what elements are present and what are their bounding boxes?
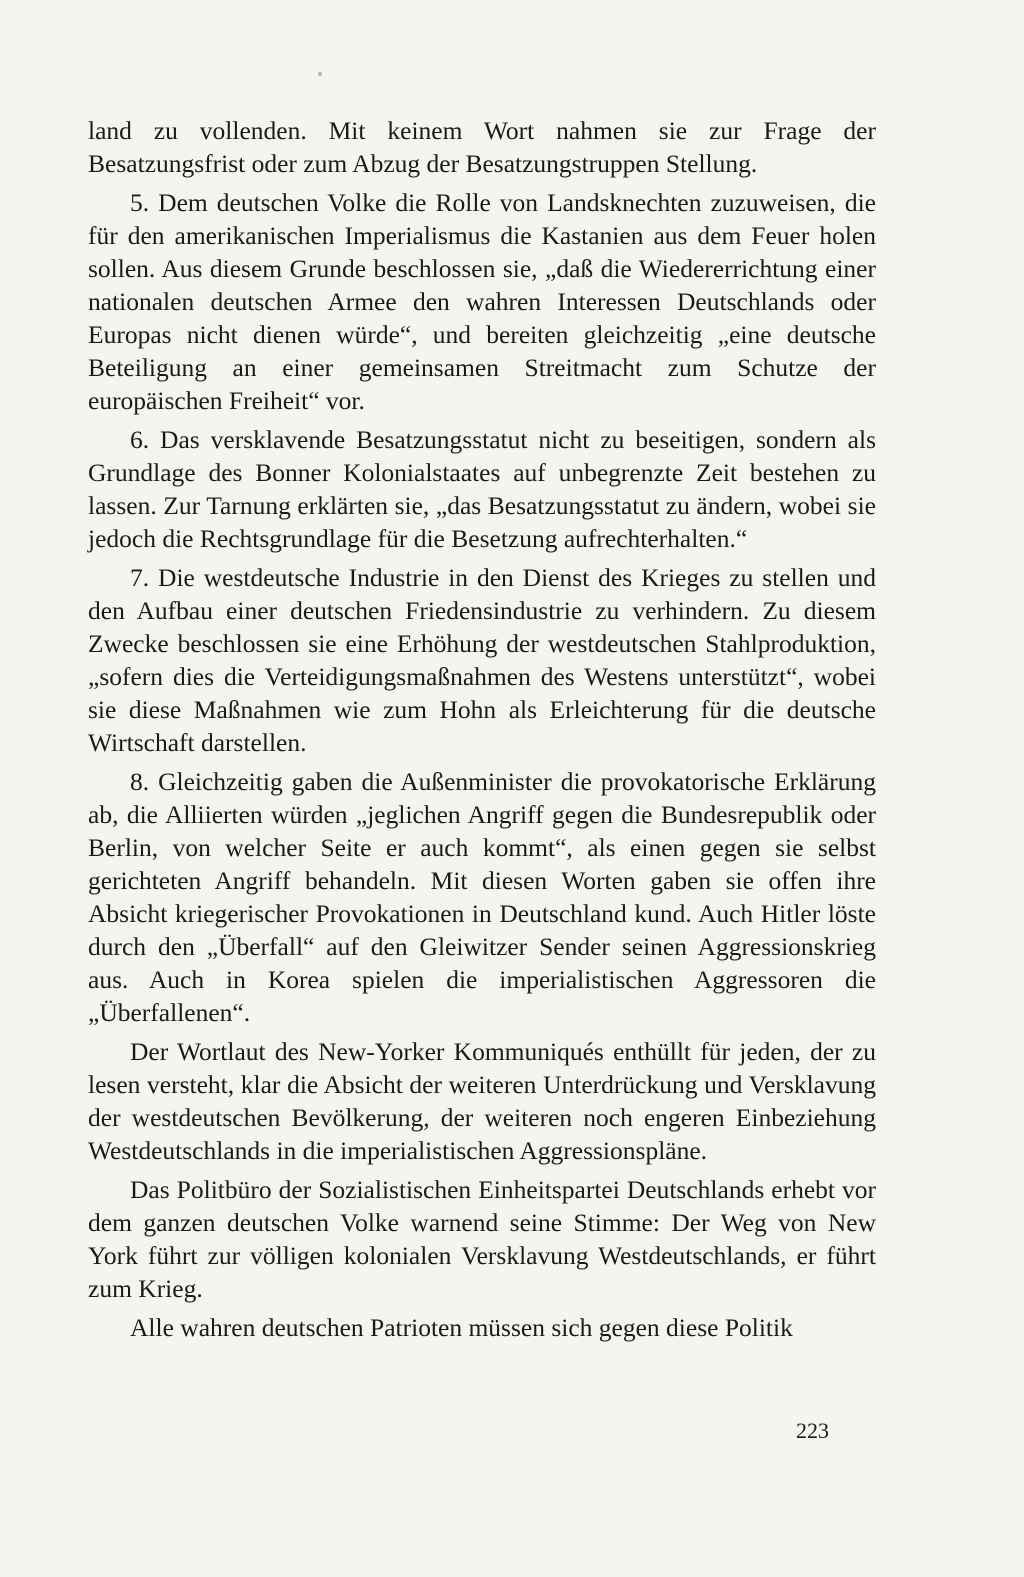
body-text — [88, 114, 876, 1350]
paragraph-point-8: 8. Gleichzeitig gaben die Außenminister die provokatorische Erklärung ab, die Alliierten würden „jeglichen Angriff gegen die Bundesrepublik oder Berlin, von welcher Seite er auch kommt“, als einen gegen sie selbst gerichteten Angriff behandeln. Mit diesen Worten gaben sie offen ihre Absicht kriegerischer Provokationen in Deutschland kund. Auch Hitler löste durch den „Überfall“ auf den Gleiwitzer Sender seinen Aggressionskrieg aus. Auch in Korea spielen die imperialistischen Aggressoren die „Überfallenen“. — [88, 767, 876, 1027]
paragraph-point-6: 6. Das versklavende Besatzungsstatut nicht zu beseitigen, sondern als Grundlage des Bonner Kolonialstaates auf unbegrenzte Zeit bestehen zu lassen. Zur Tarnung erklärten sie, „das Besatzungsstatut zu ändern, wobei sie jedoch die Rechtsgrundlage für die Besetzung aufrechterhalten.“ — [88, 425, 876, 553]
paragraph-patrioten: Alle wahren deutschen Patrioten müssen sich gegen diese Politik — [130, 1313, 793, 1342]
paragraph-point-7: 7. Die westdeutsche Industrie in den Dienst des Krieges zu stellen und den Aufbau einer deutschen Friedensindustrie zu verhindern. Zu diesem Zwecke beschlossen sie eine Erhöhung der westdeutschen Stahlproduktion, „sofern dies die Verteidigungsmaßnahmen des Westens unterstützt“, wobei sie diese Maßnahmen wie zum Hohn als Erleichterung für die deutsche Wirtschaft darstellen. — [88, 563, 876, 757]
paragraph-politbuero: Das Politbüro der Sozialistischen Einheitspartei Deutschlands erhebt vor dem ganzen deutschen Volke warnend seine Stimme: Der Weg von New York führt zur völligen kolonialen Versklavung Westdeutschlands, er führt zum Krieg. — [88, 1175, 876, 1303]
paper-speck — [318, 72, 322, 76]
page-number: 223 — [796, 1418, 829, 1443]
paragraph-continuation: land zu vollenden. Mit keinem Wort nahmen sie zur Frage der Besatzungsfrist oder zum Abzug der Besatzungstruppen Stellung. — [88, 116, 876, 178]
paragraph-point-5: 5. Dem deutschen Volke die Rolle von Landsknechten zuzuweisen, die für den amerikanischen Imperialismus die Kastanien aus dem Feuer holen sollen. Aus diesem Grunde beschlossen sie, „daß die Wiedererrichtung einer nationalen deutschen Armee den wahren Interessen Deutschlands oder Europas nicht dienen würde“, und bereiten gleichzeitig „eine deutsche Beteiligung an einer gemeinsamen Streitmacht zum Schutze der europäischen Freiheit“ vor. — [88, 188, 876, 415]
paragraph-communique: Der Wortlaut des New-Yorker Kommuniqués enthüllt für jeden, der zu lesen versteht, klar die Absicht der weiteren Unterdrückung und Versklavung der westdeutschen Bevölkerung, der weiteren noch engeren Einbeziehung Westdeutschlands in die imperialistischen Aggressionspläne. — [88, 1037, 876, 1165]
